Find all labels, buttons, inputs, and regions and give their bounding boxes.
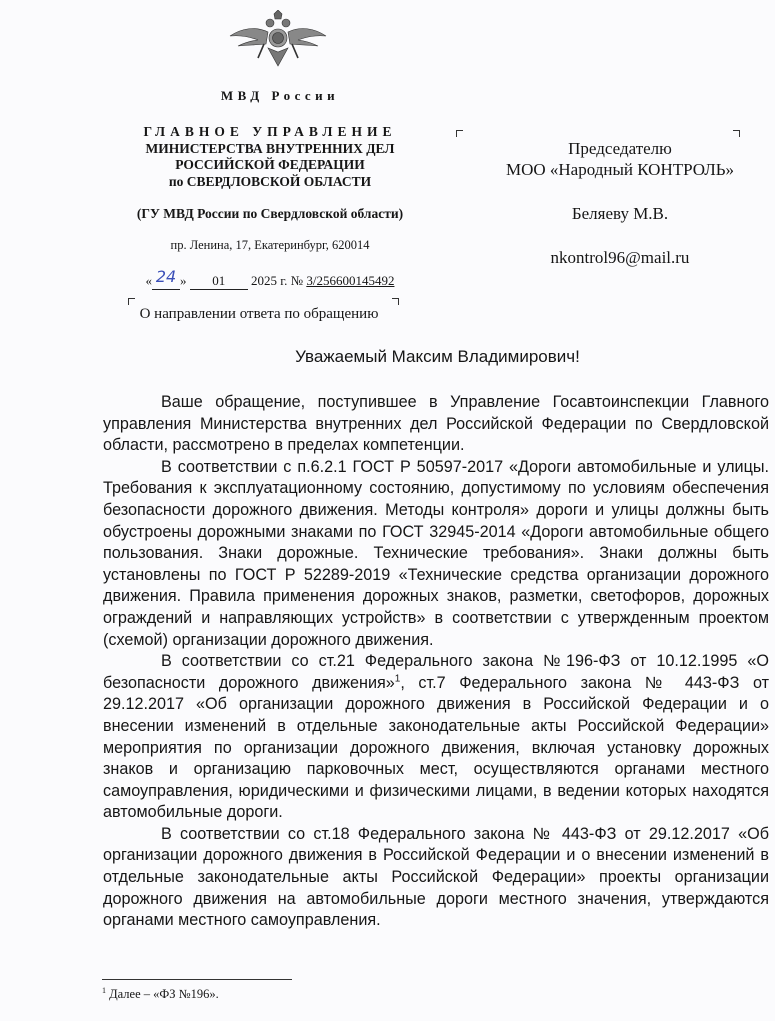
footnote-divider bbox=[102, 979, 292, 980]
body-paragraph bbox=[103, 651, 769, 824]
recipient-name: Беляеву М.В. bbox=[571, 204, 669, 223]
bracket-corner bbox=[456, 130, 463, 137]
registration-number: 3/256600145492 bbox=[306, 273, 395, 288]
registration-line bbox=[110, 267, 430, 290]
footnote-text: Далее – «ФЗ №196». bbox=[109, 987, 219, 1002]
org-line: МИНИСТЕРСТВА ВНУТРЕННИХ ДЕЛ bbox=[145, 140, 395, 156]
letter-subject: О направлении ответа по обращению bbox=[139, 306, 379, 322]
recipient-email: nkontrol96@mail.ru bbox=[550, 248, 690, 267]
quote-open: « bbox=[145, 273, 153, 288]
organization-address: пр. Ленина, 17, Екатеринбург, 620014 bbox=[170, 238, 370, 252]
bracket-corner bbox=[733, 130, 740, 137]
body-paragraph: В соответствии со ст.18 Федерального закона № 443-ФЗ от 29.12.2017 «Об организации дорожного движения в Российской Федерации и о внесении изменений в отдельные законодательные акты Российской Федерации» проекты организации дорожного движения на автомобильные дороги местного значения, утверждаются органами местного самоуправления. bbox=[103, 824, 769, 930]
footnote-reference[interactable]: 1 bbox=[394, 673, 401, 685]
body-paragraph: В соответствии с п.6.2.1 ГОСТ Р 50597-2017 «Дороги автомобильные и улицы. Требования к эксплуатационному состоянию, допустимому по условиям обеспечения безопасности дорожного движения. Методы контроля» дороги и улицы должны быть обустроены дорожными знаками по ГОСТ 32945-2014 «Дороги автомобильные общего пользования. Знаки дорожные. Технические требования». Знаки должны быть установлены по ГОСТ Р 52289-2019 «Технические средства организации дорожного движения. Правила применения дорожных знаков, разметки, светофоров, дорожных ограждений и направляющих устройств» в соответствии с утвержденным проектом (схемой) организации дорожного движения. bbox=[103, 457, 769, 649]
registration-day bbox=[152, 267, 180, 290]
footnote bbox=[102, 986, 219, 1002]
recipient-block bbox=[470, 138, 770, 268]
bracket-corner bbox=[128, 298, 135, 305]
paragraph-text: , ст.7 Федерального закона № 443-ФЗ от 29.12.2017 «Об организации дорожного движения в Российской Федерации и о внесении изменений в отдельные законодательные акты Российской Федерации» мероприятия по организации дорожного движения, включая установку дорожных знаков и организацию парковочных мест, осуществляются органами местного самоуправления, юридическими и физическими лицами, в ведении которых находятся автомобильные дороги. bbox=[103, 673, 770, 822]
organization-name bbox=[110, 124, 430, 190]
bracket-corner bbox=[392, 298, 399, 305]
body-paragraph: Ваше обращение, поступившее в Управление Госавтоинспекции Главного управления Министерства внутренних дел Российской Федерации по Свердловской области, рассмотрено в пределах компетенции. bbox=[103, 393, 769, 455]
registration-month: 01 bbox=[190, 273, 248, 290]
registration-year: 2025 г. № bbox=[251, 273, 304, 288]
ministry-short-name: МВД России bbox=[220, 88, 340, 103]
paragraph-text: В соответствии со ст.21 Федерального закона №196-ФЗ от 10.12.1995 «О безопасности дорожного движения» bbox=[103, 652, 769, 692]
quote-close: » bbox=[180, 273, 187, 288]
handwritten-day: 24 bbox=[155, 267, 177, 286]
letter-body bbox=[103, 392, 769, 932]
footnote-mark: 1 bbox=[102, 986, 106, 995]
org-line: РОССИЙСКОЙ ФЕДЕРАЦИИ bbox=[175, 157, 365, 172]
org-line: ГЛАВНОЕ УПРАВЛЕНИЕ bbox=[143, 124, 397, 139]
greeting: Уважаемый Максим Владимирович! bbox=[295, 347, 580, 366]
recipient-organization: МОО «Народный КОНТРОЛЬ» bbox=[505, 160, 734, 179]
mvd-emblem-icon bbox=[228, 10, 328, 72]
recipient-position: Председателю bbox=[568, 139, 672, 158]
org-line: по СВЕРДЛОВСКОЙ ОБЛАСТИ bbox=[168, 173, 372, 189]
organization-abbreviation: (ГУ МВД России по Свердловской области) bbox=[136, 206, 404, 221]
